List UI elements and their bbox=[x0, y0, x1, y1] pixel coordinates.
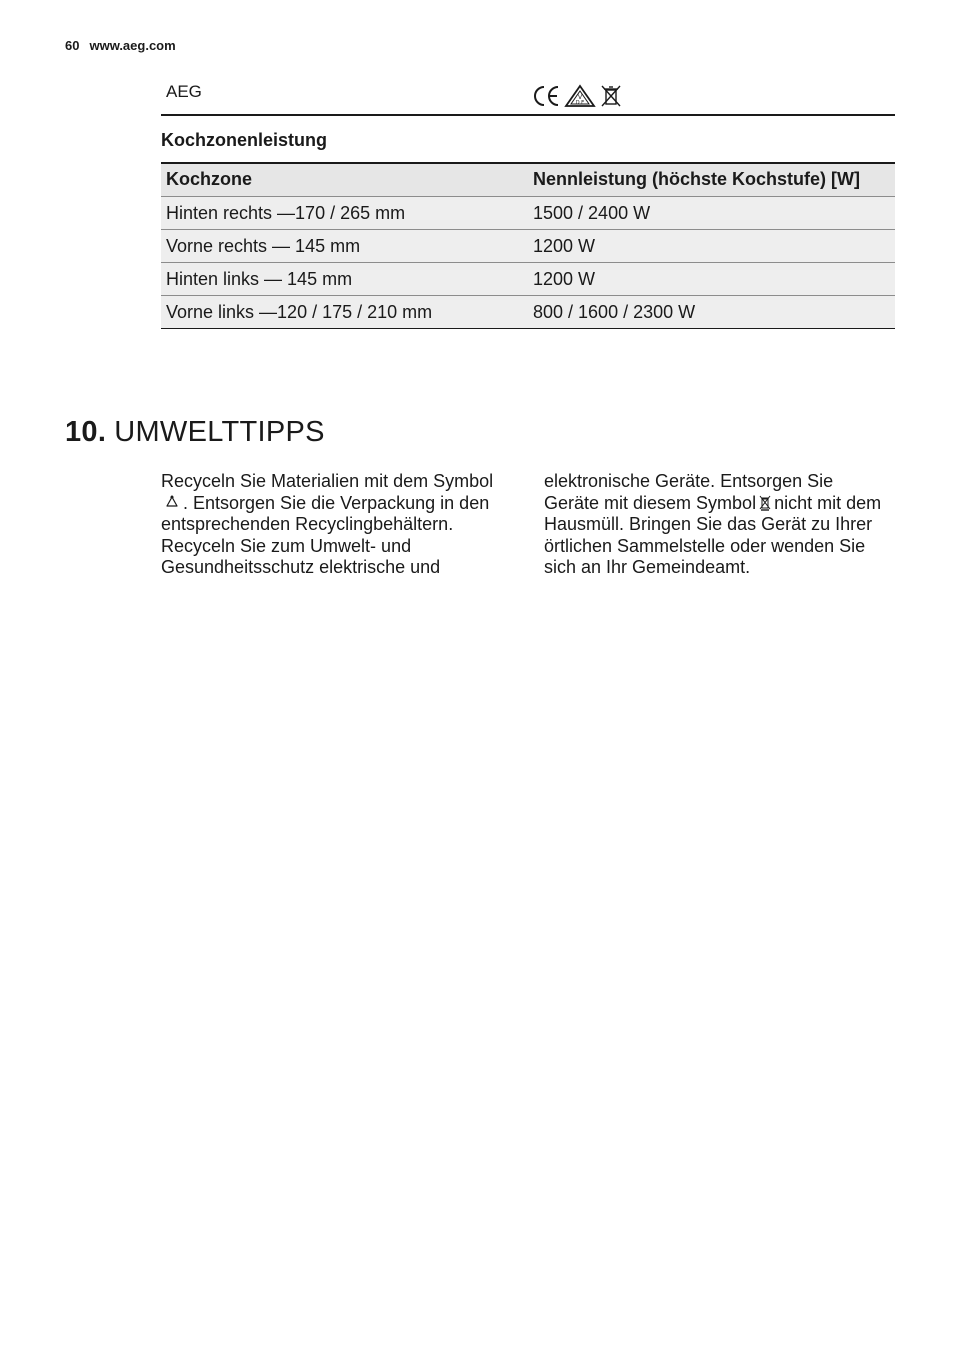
power-cell: 1200 W bbox=[528, 230, 895, 263]
power-cell: 800 / 1600 / 2300 W bbox=[528, 296, 895, 329]
chapter-number: 10. bbox=[65, 416, 107, 448]
page-number: 60 bbox=[65, 38, 80, 53]
chapter-title bbox=[65, 416, 325, 449]
chapter-name: UMWELTTIPPS bbox=[114, 416, 325, 448]
section-caption: Kochzonenleistung bbox=[161, 130, 327, 150]
zone-cell: Vorne rechts — 145 mm bbox=[161, 230, 528, 263]
zone-cell: Vorne links —120 / 175 / 210 mm bbox=[161, 296, 528, 329]
zone-cell: Hinten links — 145 mm bbox=[161, 263, 528, 296]
crossed-bin-icon bbox=[600, 84, 622, 108]
table-row bbox=[161, 296, 895, 329]
table-header-row bbox=[161, 163, 895, 197]
ce-mark-icon bbox=[532, 84, 560, 108]
zone-cell: Hinten rechts —170 / 265 mm bbox=[161, 197, 528, 230]
recycle-text-end: . Entsorgen Sie die Verpackung in den entsprechenden Recyclingbehältern. bbox=[161, 492, 490, 534]
power-cell: 1200 W bbox=[528, 263, 895, 296]
disposal-text-start: elektronische Geräte. Entsorgen Sie Geräte mit diesem Symbol bbox=[544, 471, 834, 513]
power-cell: 1500 / 2400 W bbox=[528, 197, 895, 230]
website-url: www.aeg.com bbox=[89, 38, 176, 53]
svg-text:D E: D E bbox=[575, 100, 585, 106]
cooking-zone-power-table bbox=[161, 162, 895, 329]
svg-text:V: V bbox=[577, 94, 583, 101]
recycle-text-start: Recyceln Sie Materialien mit dem Symbol bbox=[161, 471, 494, 491]
crossed-bin-icon bbox=[759, 495, 771, 511]
page-header bbox=[65, 38, 176, 53]
column-header-zone: Kochzone bbox=[161, 163, 528, 197]
body-column-right bbox=[544, 471, 884, 579]
brand-row bbox=[161, 80, 895, 116]
disposal-text-end: nicht mit dem Hausmüll. Bringen Sie das Gerät zu Ihrer örtlichen Sammelstelle oder wenden Sie sich an Ihr Gemeindeamt. bbox=[544, 492, 882, 577]
certification-marks bbox=[532, 84, 622, 108]
brand-name: AEG bbox=[166, 82, 202, 101]
recycle-icon bbox=[164, 495, 180, 511]
table-row bbox=[161, 263, 895, 296]
table-row bbox=[161, 230, 895, 263]
vde-mark-icon bbox=[564, 84, 596, 108]
table-row bbox=[161, 197, 895, 230]
body-column-left bbox=[161, 471, 501, 579]
column-header-power: Nennleistung (höchste Kochstufe) [W] bbox=[528, 163, 895, 197]
recycle-text-electrical: Recyceln Sie zum Umwelt- und Gesundheitsschutz elektrische und bbox=[161, 535, 441, 577]
